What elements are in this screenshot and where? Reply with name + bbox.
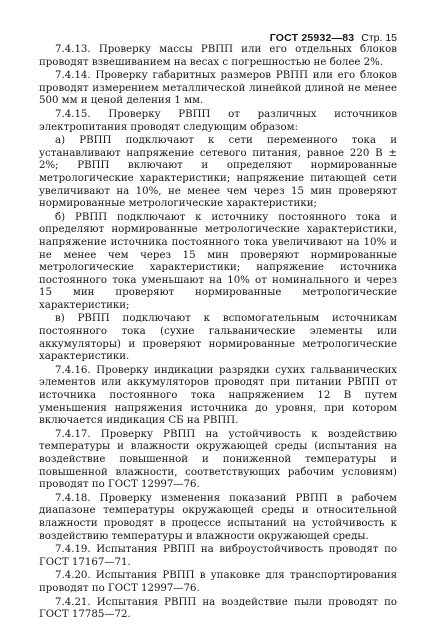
paragraph-7-4-20: 7.4.20. Испытания РВПП в упаковке для транспортирования проводят по ГОСТ 12997—76. — [39, 570, 397, 594]
paragraph-7-4-19: 7.4.19. Испытания РВПП на виброустойчивость проводят по ГОСТ 17167—71. — [39, 544, 397, 568]
paragraph-7-4-15-b: б) РВПП подключают к источнику постоянного тока и определяют нормированные метрологические характеристики, напряжение источника постоянного тока увеличивают на 10% и не менее чем через 15 мин проверяют нормированные метрологические характеристики; напряжение источника постоянного тока уменьшают на 10% от номинального и через 15 мин проверяют нормированные метрологические характеристики; — [39, 211, 397, 311]
page-header — [270, 32, 397, 44]
paragraph-7-4-15-v: в) РВПП подключают к вспомогательным источникам постоянного тока (сухие гальванические элементы или аккумуляторы) и проверяют нормированные метрологические характеристики. — [39, 313, 397, 363]
paragraph-7-4-17: 7.4.17. Проверку РВПП на устойчивость к воздействию температуры и влажности окружающей среды (испытания на воздействие повышенной и пониженной температуры и повышенной влажности, соответствующих рабочим условиям) проводят по ГОСТ 12997—76. — [39, 428, 397, 491]
paragraph-7-4-13: 7.4.13. Проверку массы РВПП или его отдельных блоков проводят взвешиванием на весах с погрешностью не более 2%. — [39, 44, 397, 68]
page-number: Стр. 15 — [361, 32, 397, 44]
paragraph-7-4-14: 7.4.14. Проверку габаритных размеров РВПП или его блоков проводят измерением металлической линейкой длиной не менее 500 мм и ценой деления 1 мм. — [39, 70, 397, 107]
paragraph-7-4-21: 7.4.21. Испытания РВПП на воздействие пыли проводят по ГОСТ 17785—72. — [39, 596, 397, 621]
paragraph-7-4-15-a: а) РВПП подключают к сети переменного тока и устанавливают напряжение сетевого питания, равное 220 В ± 2%; РВПП включают и определяют нормированные метрологические характеристики; напряжение питающей сети увеличивают на 10%, не менее чем через 15 мин проверяют нормированные метрологические характеристики; — [39, 135, 397, 210]
standard-code: ГОСТ 25932—83 — [269, 32, 355, 44]
paragraph-7-4-16: 7.4.16. Проверку индикации разрядки сухих гальванических элементов или аккумуляторов проводят при питании РВПП от источника постоянного тока напряжением 12 В путем уменьшения напряжения источника до уровня, при котором включается индикация СБ на РВПП. — [39, 364, 397, 427]
document-body — [39, 44, 397, 623]
paragraph-7-4-18: 7.4.18. Проверку изменения показаний РВПП в рабочем диапазоне температуры окружающей среды и относительной влажности проводят в процессе испытаний на устойчивость к воздействию температуры и влажности окружающей среды. — [39, 492, 397, 542]
paragraph-7-4-15: 7.4.15. Проверку РВПП от различных источников электропитания проводят следующим образом: — [39, 108, 397, 133]
